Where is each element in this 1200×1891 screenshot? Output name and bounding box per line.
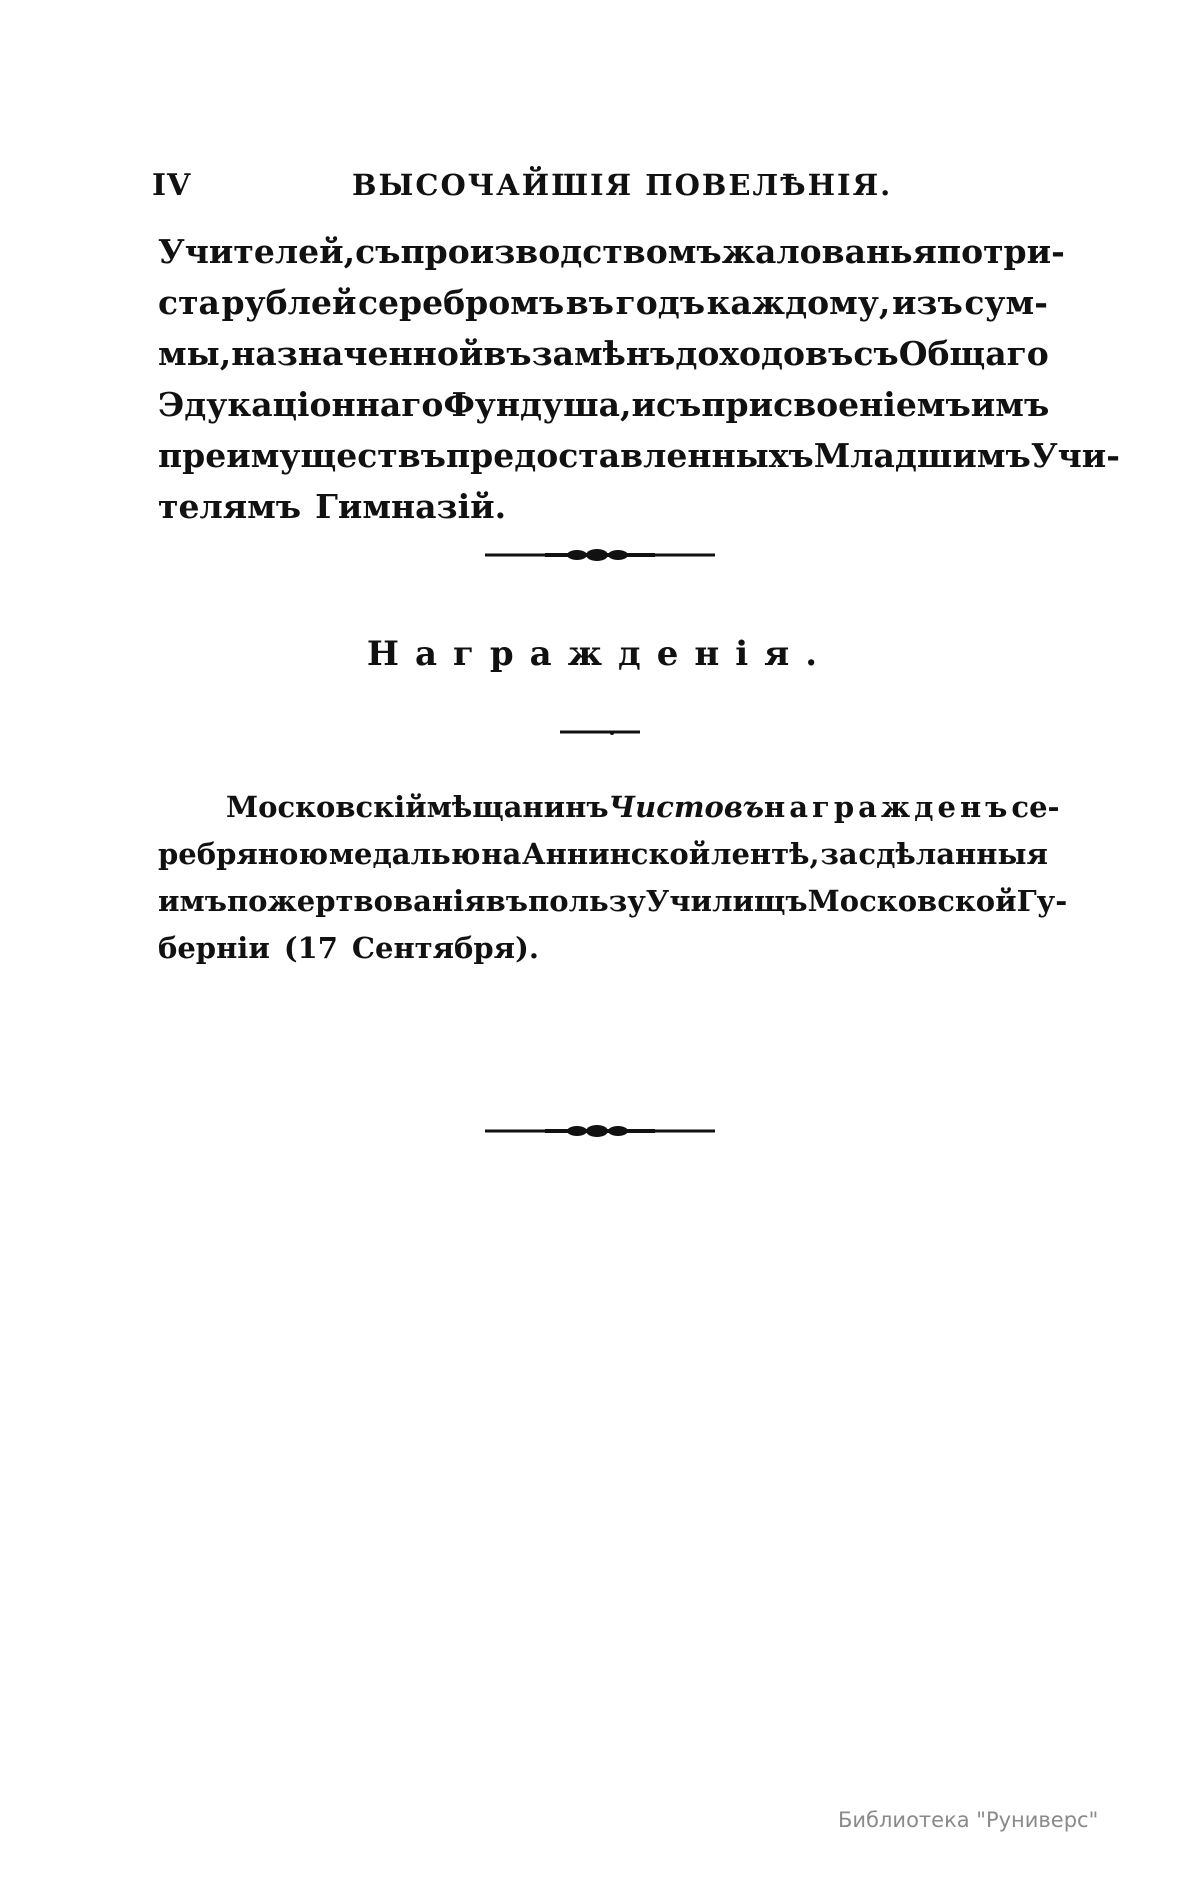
word: съ (355, 232, 401, 271)
word: Московскій (226, 790, 427, 824)
word: лентѣ, (711, 837, 820, 871)
text-line (158, 784, 1060, 831)
word: въ (483, 334, 532, 373)
word: телямъ (158, 487, 302, 526)
word: Московской (807, 884, 1017, 918)
section-heading: Награжденія. (366, 634, 834, 674)
running-title: ВЫСОЧАЙШІЯ ПОВЕЛѢНІЯ. (352, 168, 893, 202)
ornamental-divider (485, 1124, 715, 1138)
library-watermark: Библиотека "Руниверс" (838, 1808, 1099, 1832)
word: имъ (158, 884, 227, 918)
word: Фундуша, (443, 385, 632, 424)
word: Общаго (898, 334, 1049, 373)
word: Училищъ (645, 884, 808, 918)
word: рублей (221, 283, 357, 322)
text-line (158, 379, 1048, 430)
word: медалью (328, 837, 481, 871)
word: Гимназій. (315, 487, 507, 526)
word: Гу- (1016, 884, 1068, 918)
word: на (481, 837, 522, 871)
word: по (936, 232, 984, 271)
word: въ (485, 884, 529, 918)
word: Сентября). (351, 931, 539, 965)
text-line (158, 277, 1048, 328)
word: изъ (891, 283, 963, 322)
word: годъ (615, 283, 706, 322)
word: въ (565, 283, 614, 322)
word: ребряною (158, 837, 329, 871)
word: доходовъ (675, 334, 854, 373)
word: мы, (158, 334, 232, 373)
word: сум- (964, 283, 1048, 322)
word: мѣщанинъ (426, 790, 609, 824)
word: съ (655, 385, 702, 424)
small-rule-divider (560, 728, 640, 736)
word: награжденъ (764, 790, 1012, 824)
text-line (158, 430, 1120, 481)
word: серебромъ (357, 283, 565, 322)
word: замѣнъ (531, 334, 676, 373)
word: Учителей, (158, 232, 356, 271)
text-line (158, 481, 1048, 532)
word: назначенной (231, 334, 484, 373)
word: сдѣланныя (858, 837, 1048, 871)
word: и (631, 385, 656, 424)
word: се- (1011, 790, 1060, 824)
text-line (158, 226, 1065, 277)
word: пожертвованія (226, 884, 486, 918)
word: (17 (283, 931, 338, 965)
text-line (158, 878, 1068, 925)
page-number: IV (152, 168, 192, 203)
word: за (820, 837, 858, 871)
running-header (152, 168, 1042, 208)
word: Эдукаціоннаго (158, 385, 444, 424)
word: производствомъ (400, 232, 722, 271)
word: пользу (528, 884, 646, 918)
word: присвоеніемъ (701, 385, 971, 424)
surname: Чистовъ (608, 790, 765, 824)
paragraph-award (158, 784, 1068, 972)
text-line (158, 831, 1048, 878)
word: преимуществъ (158, 436, 446, 475)
text-line (158, 328, 1048, 379)
word: каждому, (706, 283, 891, 322)
word: имъ (970, 385, 1050, 424)
word: ста (158, 283, 220, 322)
text-line (158, 925, 1048, 972)
word: съ (853, 334, 899, 373)
word: жалованья (721, 232, 937, 271)
paragraph-appointment (158, 226, 1120, 532)
ornamental-divider (485, 548, 715, 562)
word: Учи- (1030, 436, 1120, 475)
word: Аннинской (522, 837, 711, 871)
word: три- (983, 232, 1065, 271)
word: Младшимъ (813, 436, 1031, 475)
word: предоставленныхъ (445, 436, 814, 475)
word: берніи (158, 931, 270, 965)
